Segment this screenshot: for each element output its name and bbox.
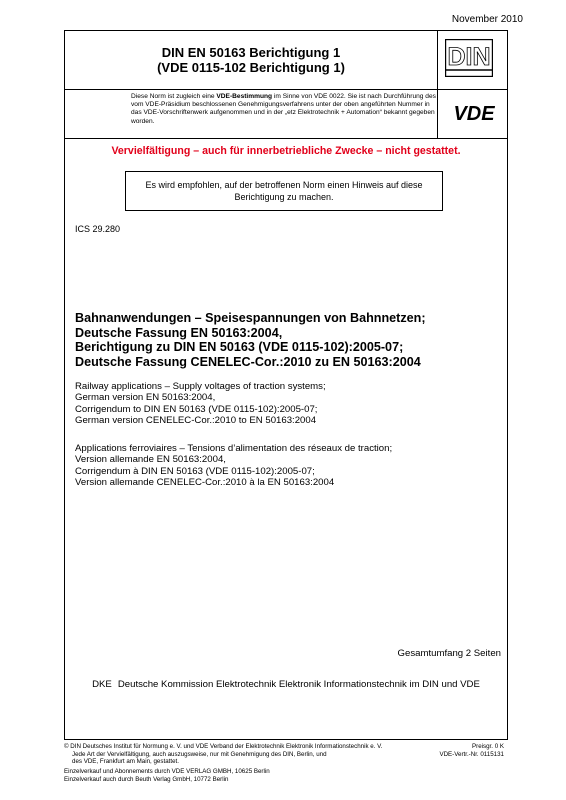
divider bbox=[437, 90, 438, 138]
german-title-line: Berichtigung zu DIN EN 50163 (VDE 0115-102):2005-07; bbox=[75, 340, 404, 355]
french-title-line: Applications ferroviaires – Tensions d’alimentation des réseaux de traction; bbox=[75, 443, 393, 454]
french-title-line: Version allemande CENELEC-Cor.:2010 à la EN 50163:2004 bbox=[75, 477, 335, 489]
french-title bbox=[75, 443, 505, 489]
french-title-line: Version allemande EN 50163:2004, bbox=[75, 454, 226, 466]
german-title-line: Bahnanwendungen – Speisespannungen von Bahnnetzen; bbox=[75, 311, 426, 325]
price-info bbox=[439, 743, 504, 758]
total-pages: Gesamtumfang 2 Seiten bbox=[397, 648, 501, 659]
document-title bbox=[65, 31, 438, 89]
dke-line bbox=[65, 679, 507, 690]
dke-full-name: Deutsche Kommission Elektrotechnik Elektronik Informationstechnik im DIN und VDE bbox=[117, 679, 480, 690]
german-title bbox=[75, 311, 505, 369]
english-title-line: German version CENELEC-Cor.:2010 to EN 50163:2004 bbox=[75, 415, 317, 427]
german-title-line: Deutsche Fassung EN 50163:2004, bbox=[75, 325, 283, 340]
german-title-line: Deutsche Fassung CENELEC-Cor.:2010 zu EN 50163:2004 bbox=[75, 354, 421, 369]
copyright-line: Jede Art der Vervielfältigung, auch auszugsweise, nur mit Genehmigung des DIN, Berlin, und bbox=[72, 750, 327, 758]
price-group: Preisgr. 0 K bbox=[472, 743, 504, 750]
corrigendum-note bbox=[125, 171, 443, 211]
ics-code: ICS 29.280 bbox=[75, 224, 121, 234]
vde-logo bbox=[451, 103, 497, 123]
title-header bbox=[65, 31, 507, 90]
dke-abbr: DKE bbox=[92, 679, 112, 690]
copyright-notice bbox=[64, 743, 414, 766]
vde-contract-number: VDE-Vertr.-Nr. 0115131 bbox=[439, 750, 504, 758]
issue-date: November 2010 bbox=[451, 14, 523, 25]
din-logo bbox=[445, 39, 493, 77]
title-line-2: (VDE 0115-102 Berichtigung 1) bbox=[157, 60, 345, 75]
english-title-line: Corrigendum to DIN EN 50163 (VDE 0115-102):2005-07; bbox=[75, 403, 318, 415]
title-line-1: DIN EN 50163 Berichtigung 1 bbox=[161, 45, 341, 60]
copyright-line: © DIN Deutsches Institut für Normung e. V. und VDE Verband der Elektrotechnik Elektronik Informationstechnik e. V. bbox=[64, 743, 383, 750]
vde-notice-row bbox=[65, 90, 507, 139]
french-title-line: Corrigendum à DIN EN 50163 (VDE 0115-102):2005-07; bbox=[75, 465, 315, 477]
english-title-line: German version EN 50163:2004, bbox=[75, 392, 216, 404]
english-title-line: Railway applications – Supply voltages of traction systems; bbox=[75, 381, 326, 392]
copy-warning: Vervielfältigung – auch für innerbetriebliche Zwecke – nicht gestattet. bbox=[111, 145, 461, 157]
cover-frame bbox=[64, 30, 508, 740]
note-text: Es wird empfohlen, auf der betroffenen Norm einen Hinweis auf diese Berichtigung zu machen. bbox=[145, 180, 423, 202]
sales-line: Einzelverkauf und Abonnements durch VDE VERLAG GMBH, 10625 Berlin bbox=[64, 768, 270, 775]
din-logo-text: DIN bbox=[447, 43, 491, 71]
english-title bbox=[75, 381, 505, 427]
vde-notice-text: Diese Norm ist zugleich eine VDE-Bestimmung im Sinne von VDE 0022. Sie ist nach Durchführung des vom VDE-Präsidium beschlossenen Genehmigungsverfahrens unter der oben angeführten Nummer in das VDE-Vorschriftenwerk aufgenommen und in der „etz Elektrotechnik + Automation“ bekannt gegeben worden. bbox=[131, 93, 436, 125]
copyright-line: des VDE, Frankfurt am Main, gestattet. bbox=[72, 758, 179, 766]
sales-line: Einzelverkauf auch durch Beuth Verlag GmbH, 10772 Berlin bbox=[64, 776, 229, 783]
vde-logo-text: VDE bbox=[453, 103, 495, 123]
sales-info bbox=[64, 768, 424, 784]
